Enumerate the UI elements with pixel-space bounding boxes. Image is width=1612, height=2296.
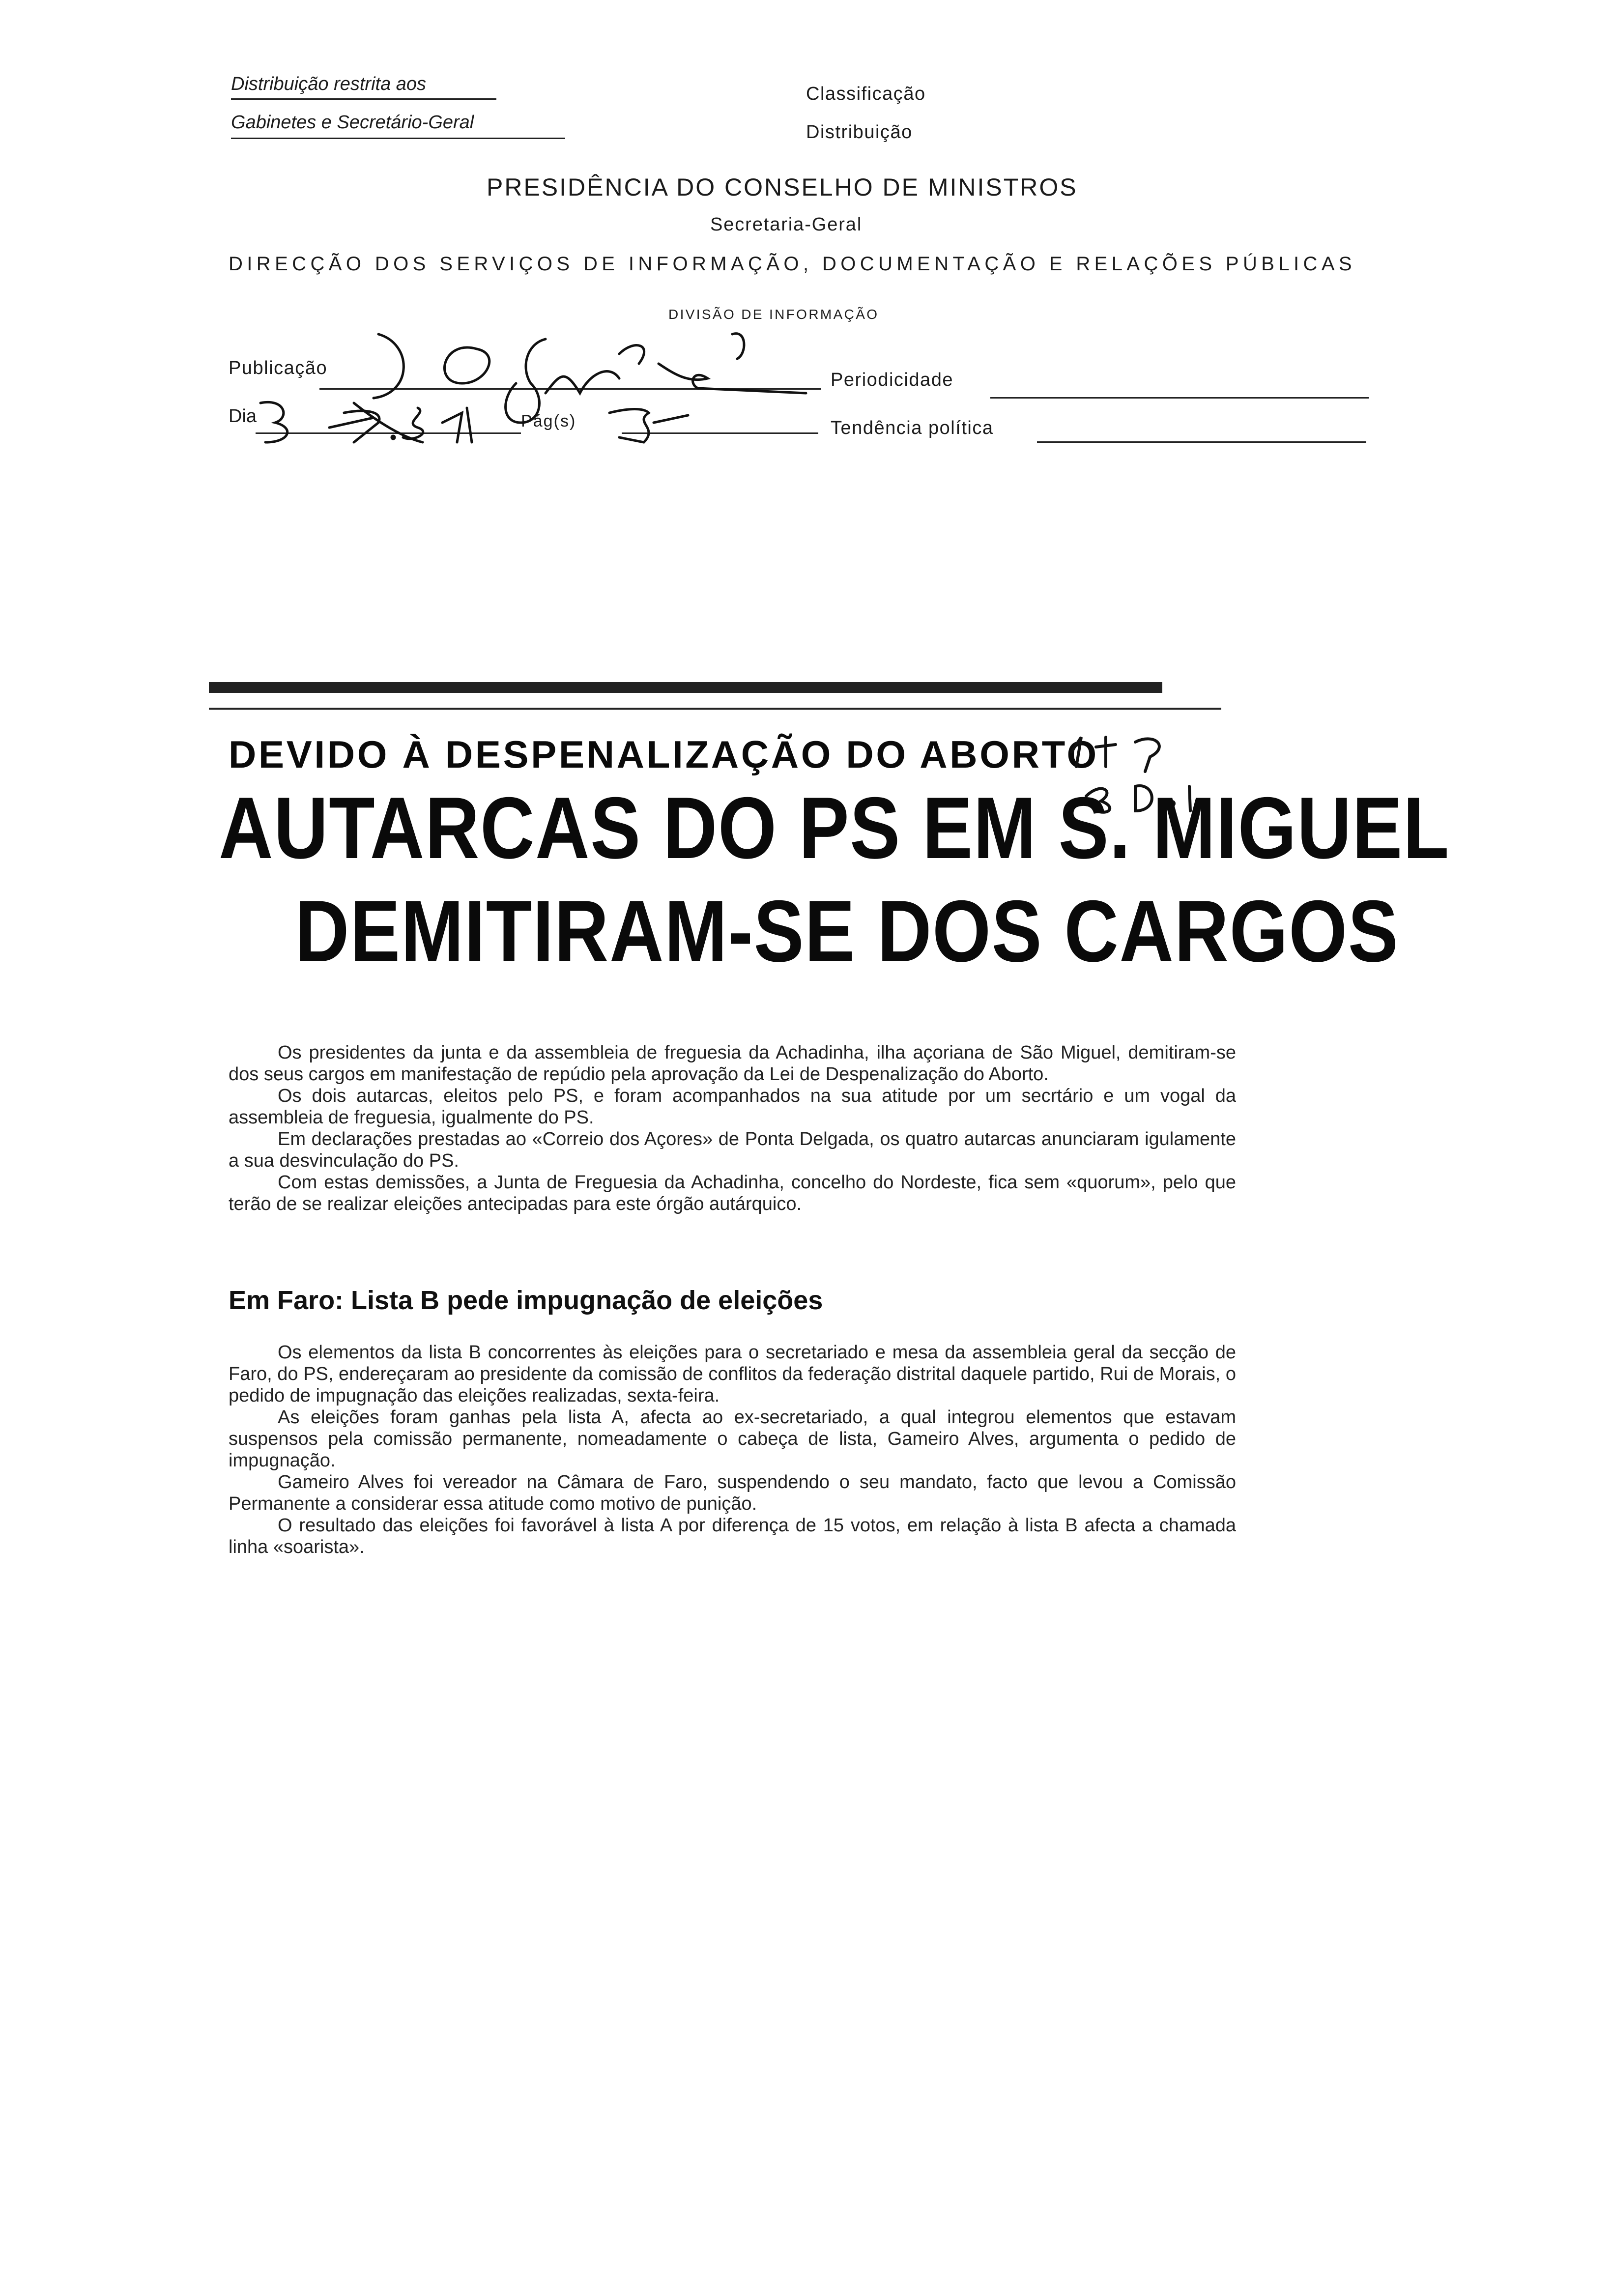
handwritten-date-entry <box>256 393 747 447</box>
day-label: Dia <box>229 406 257 427</box>
clipping-thick-rule <box>209 682 1162 693</box>
article-kicker: DEVIDO À DESPENALIZAÇÃO DO ABORTO <box>229 733 1099 776</box>
division-title: DIVISÃO DE INFORMAÇÃO <box>668 307 879 322</box>
distribution-underline-2 <box>231 138 565 139</box>
secretariat-title: Secretaria-Geral <box>710 214 863 235</box>
periodicity-label: Periodicidade <box>831 370 954 390</box>
article-paragraph: Em declarações prestadas ao «Correio dos Açores» de Ponta Delgada, os quatro autarcas anunciaram igulamente a sua desvinculação do PS. <box>229 1129 1236 1171</box>
article2-paragraph: Gameiro Alves foi vereador na Câmara de Faro, suspendendo o seu mandato, facto que levou a Comissão Permanente a considerar essa atitude como motivo de punição. <box>229 1472 1236 1514</box>
article-headline-line1: AUTARCAS DO PS EM S. MIGUEL <box>219 779 1450 877</box>
periodicity-underline <box>990 397 1369 399</box>
distribution-restricted-line2: Gabinetes e Secretário-Geral <box>231 112 474 133</box>
article2-paragraph: As eleições foram ganhas pela lista A, afecta ao ex-secretariado, a qual integrou elementos que estavam suspensos pela comissão permanente, nomeadamente o cabeça de lista, Gameiro Alves, argumenta o pedido de impugnação. <box>229 1407 1236 1471</box>
distribution-label: Distribuição <box>806 122 913 143</box>
article2-paragraph: O resultado das eleições foi favorável à lista A por diferença de 15 votos, em relação à lista B afecta a chamada linha «soarista». <box>229 1515 1236 1557</box>
article-paragraph: Com estas demissões, a Junta de Freguesia da Achadinha, concelho do Nordeste, fica sem «quorum», pelo que terão de se realizar eleições antecipadas para este órgão autárquico. <box>229 1172 1236 1214</box>
classification-label: Classificação <box>806 84 926 104</box>
tendency-label: Tendência política <box>831 418 994 438</box>
article2-body <box>229 1342 1236 1558</box>
article2-paragraph: Os elementos da lista B concorrentes às eleições para o secretariado e mesa da assembleia geral da secção de Faro, do PS, endereçaram ao presidente da comissão de conflitos da federação distrital daquele partido, Rui de Morais, o pedido de impugnação das eleições realizadas, sexta-feira. <box>229 1342 1236 1406</box>
article-paragraph: Os presidentes da junta e da assembleia de freguesia da Achadinha, ilha açoriana de São Miguel, demitiram-se dos seus cargos em manifestação de repúdio pela aprovação da Lei de Despenalização do Aborto. <box>229 1042 1236 1085</box>
pages-label: Pág(s) <box>521 412 576 430</box>
presidency-title: PRESIDÊNCIA DO CONSELHO DE MINISTROS <box>487 173 1078 201</box>
article2-headline: Em Faro: Lista B pede impugnação de eleições <box>229 1286 823 1315</box>
article-paragraph: Os dois autarcas, eleitos pelo PS, e foram acompanhados na sua atitude por um secrtário e um vogal da assembleia de freguesia, igualmente do PS. <box>229 1086 1236 1128</box>
distribution-restricted-line1: Distribuição restrita aos <box>231 74 427 94</box>
directorate-title: DIRECÇÃO DOS SERVIÇOS DE INFORMAÇÃO, DOCUMENTAÇÃO E RELAÇÕES PÚBLICAS <box>229 253 1356 275</box>
clipping-thin-rule <box>209 708 1221 710</box>
article-body <box>229 1042 1236 1215</box>
article-headline-line2: DEMITIRAM-SE DOS CARGOS <box>295 882 1399 980</box>
publication-label: Publicação <box>229 358 328 378</box>
tendency-underline <box>1037 441 1366 443</box>
distribution-underline-1 <box>231 98 496 100</box>
